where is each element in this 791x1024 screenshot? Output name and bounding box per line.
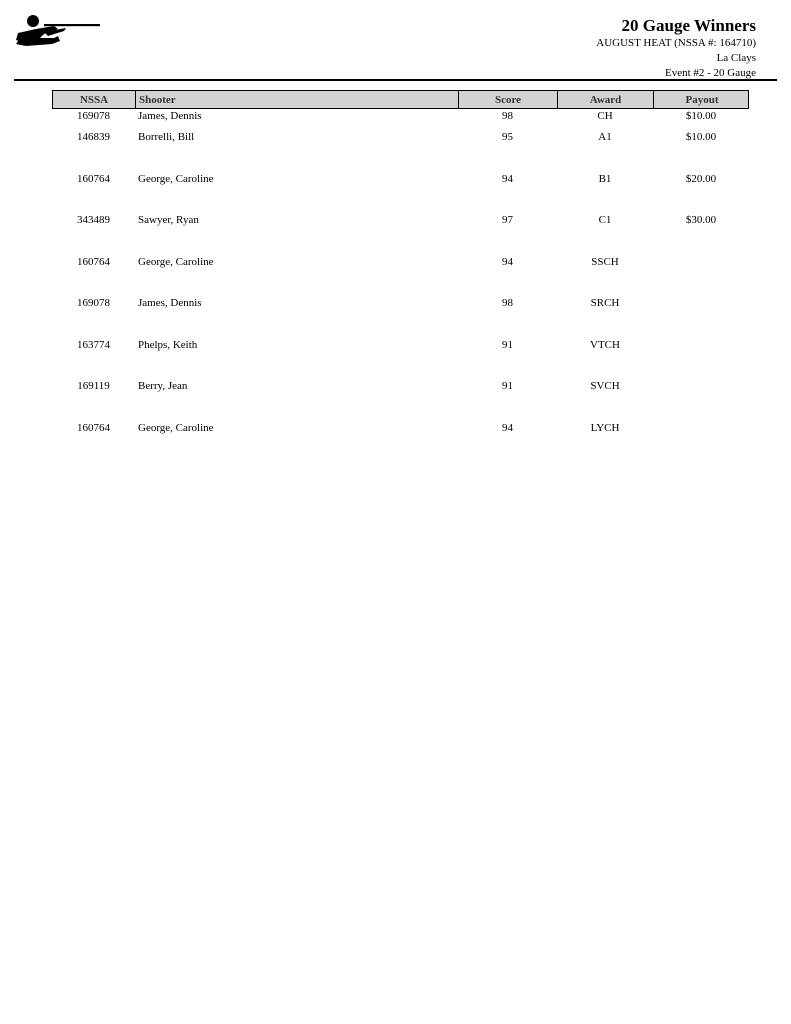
- score-cell: 94: [502, 255, 513, 268]
- event-name: AUGUST HEAT (NSSA #: 164710): [596, 37, 756, 49]
- payout-cell: $30.00: [685, 214, 717, 226]
- shooter-cell: Berry, Jean: [138, 380, 188, 392]
- event-line: Event #2 - 20 Gauge: [664, 67, 756, 79]
- nssa-cell: 146839: [77, 131, 110, 143]
- score-cell: 98: [502, 297, 513, 309]
- shooter-with-shotgun-icon: [14, 14, 104, 50]
- shooter-cell: James, Dennis: [138, 297, 202, 309]
- report-header: [596, 16, 756, 81]
- nssa-cell: 160764: [77, 421, 110, 434]
- table-row: [52, 214, 749, 256]
- table-row: [52, 256, 749, 298]
- table-row: [52, 173, 749, 215]
- nssa-cell: 169078: [77, 110, 110, 122]
- nssa-cell: 169078: [77, 297, 110, 309]
- column-header-award: Award: [558, 91, 654, 108]
- award-cell: SSCH: [591, 255, 619, 268]
- nssa-cell: 163774: [77, 338, 110, 351]
- shooter-cell: James, Dennis: [138, 110, 202, 122]
- award-cell: A1: [598, 131, 612, 143]
- award-cell: SRCH: [590, 297, 620, 309]
- payout-cell: $10.00: [685, 110, 717, 122]
- award-cell: SVCH: [590, 380, 620, 392]
- payout-cell: $10.00: [685, 131, 717, 143]
- award-cell: C1: [598, 214, 612, 226]
- column-header-shooter: Shooter: [136, 91, 459, 108]
- award-cell: LYCH: [590, 421, 620, 434]
- shooter-cell: George, Caroline: [138, 172, 214, 185]
- award-cell: B1: [598, 172, 612, 185]
- award-cell: VTCH: [590, 338, 620, 351]
- shooter-cell: Sawyer, Ryan: [138, 214, 199, 226]
- column-header-nssa: NSSA: [53, 91, 136, 108]
- nssa-cell: 160764: [77, 255, 110, 268]
- table-row: [52, 297, 749, 339]
- shooter-cell: George, Caroline: [138, 255, 214, 268]
- nssa-cell: 343489: [77, 214, 110, 226]
- score-cell: 98: [502, 110, 513, 122]
- score-cell: 91: [502, 380, 513, 392]
- shooter-cell: George, Caroline: [138, 421, 214, 434]
- column-header-payout: Payout: [685, 94, 719, 106]
- table-row: [52, 339, 749, 381]
- table-row: [52, 131, 749, 173]
- winners-table-body: [52, 110, 749, 463]
- shooter-cell: Phelps, Keith: [138, 338, 198, 351]
- header-divider: [14, 79, 777, 81]
- report-title: 20 Gauge Winners: [621, 16, 756, 35]
- table-row: [52, 422, 749, 464]
- table-header: [52, 90, 749, 109]
- club-name: La Clays: [716, 52, 756, 64]
- score-cell: 94: [502, 172, 513, 185]
- table-row: [52, 110, 749, 131]
- nssa-cell: 169119: [77, 380, 110, 392]
- score-cell: 94: [502, 421, 513, 434]
- shooter-cell: Borrelli, Bill: [138, 131, 195, 143]
- table-row: [52, 380, 749, 422]
- award-cell: CH: [597, 110, 613, 122]
- payout-cell: $20.00: [685, 172, 717, 185]
- score-cell: 91: [502, 338, 513, 351]
- column-header-score: Score: [459, 91, 558, 108]
- nssa-cell: 160764: [77, 172, 110, 185]
- score-cell: 97: [502, 214, 513, 226]
- score-cell: 95: [502, 131, 513, 143]
